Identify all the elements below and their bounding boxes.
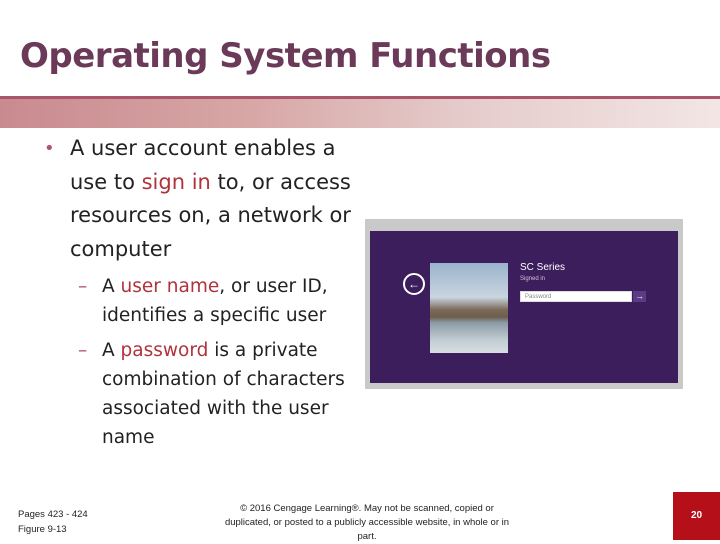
account-status: Signed in (520, 276, 546, 282)
sub-text-post: is a private combination of characters associated with the user name (102, 340, 345, 448)
main-bullet (44, 132, 364, 266)
page-reference (18, 507, 88, 537)
title-band-line (0, 96, 720, 99)
title-band (0, 96, 720, 128)
sub-text-post: , or user ID, identifies a specific user (102, 276, 328, 326)
slide-title: Operating System Functions (20, 36, 551, 76)
page-number: 20 (673, 492, 720, 540)
sub-text-pre: A (102, 340, 121, 361)
back-arrow-icon[interactable]: ← (403, 273, 425, 295)
account-name: SC Series (520, 262, 566, 273)
copyright-notice: © 2016 Cengage Learning®. May not be scanned, copied or duplicated, or posted to a publicly accessible website, in whole or in part. (224, 503, 510, 542)
pages-text: Pages 423 - 424 (18, 509, 88, 520)
dash-icon: – (78, 276, 88, 297)
bullet-dot-icon: • (44, 138, 55, 159)
sub-bullet-user-name (44, 272, 364, 330)
figure-text: Figure 9-13 (18, 524, 67, 535)
signin-screenshot (365, 219, 683, 389)
bullet-text-post: to, or access resources on, a network or computer (70, 169, 351, 261)
dash-icon: – (78, 340, 88, 361)
sub-term-user-name: user name (120, 276, 220, 297)
slide-content (44, 132, 364, 452)
bullet-term: sign in (141, 169, 211, 194)
account-picture (430, 263, 508, 353)
bullet-text-pre: A user account enables a use to (70, 136, 336, 194)
sub-text-pre: A (102, 276, 121, 297)
password-field[interactable]: Password (520, 291, 632, 302)
sub-bullet-password (44, 336, 364, 452)
signin-screen (370, 231, 678, 383)
sub-term-password: password (120, 340, 209, 361)
submit-arrow-icon[interactable]: → (635, 291, 644, 301)
